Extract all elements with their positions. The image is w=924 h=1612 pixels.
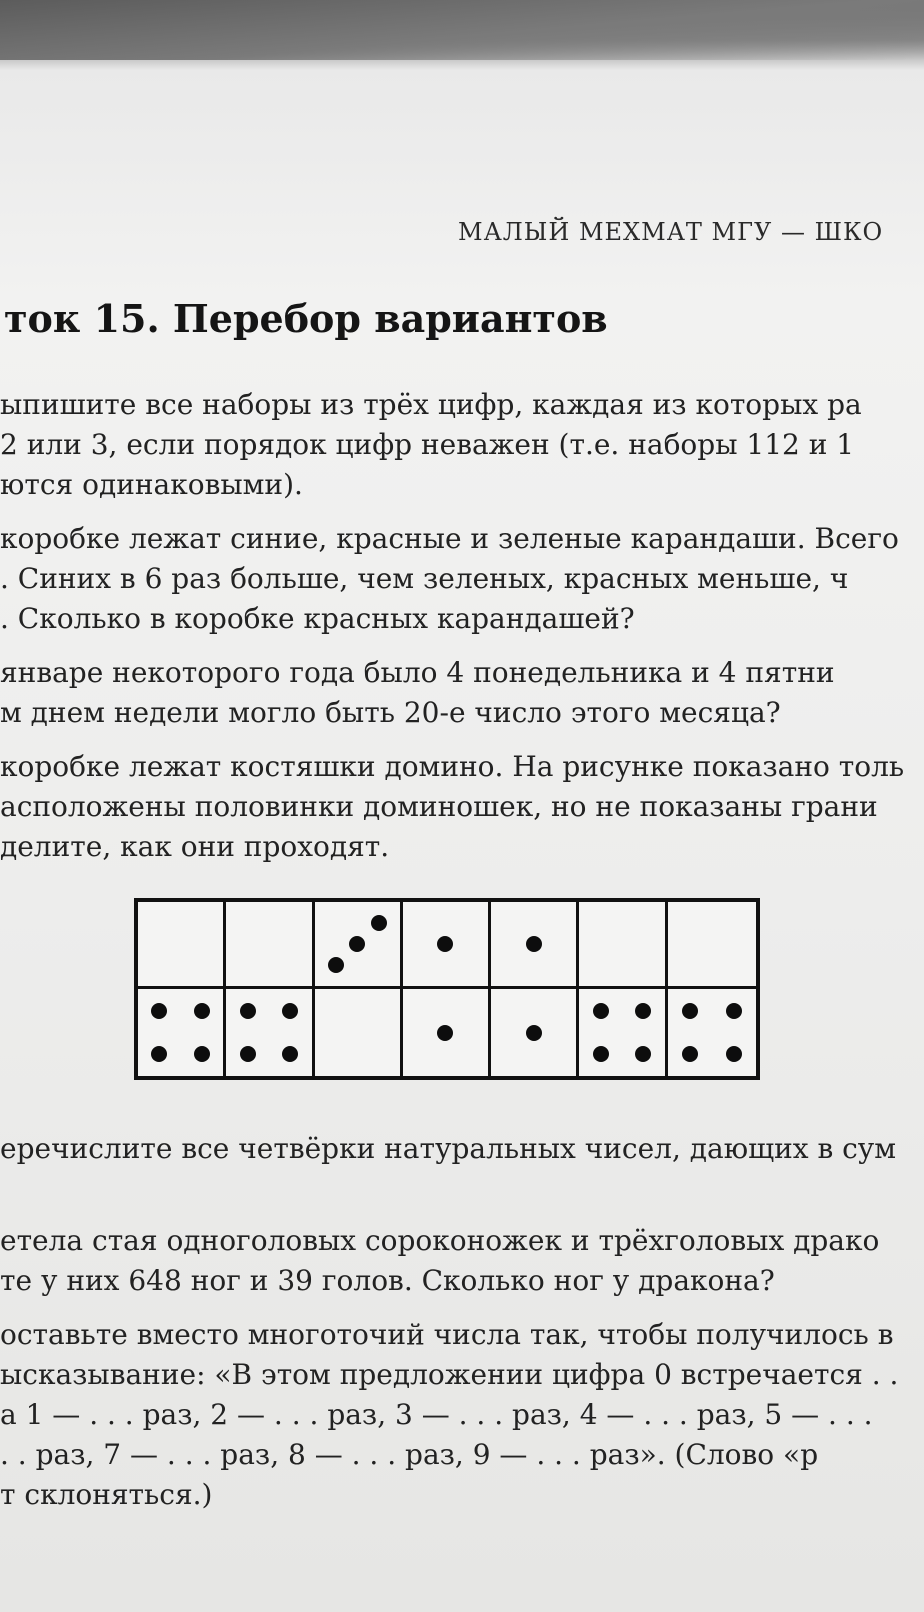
text-line-1: ыпишите все наборы из трёх цифр, каждая из которых ра	[0, 388, 862, 421]
domino-pip	[282, 1046, 298, 1062]
domino-pip	[437, 1025, 453, 1041]
domino-grid	[134, 898, 760, 1080]
domino-pip	[526, 1025, 542, 1041]
domino-pip	[371, 915, 387, 931]
domino-pip	[194, 1046, 210, 1062]
domino-cell	[491, 989, 579, 1076]
domino-pip	[726, 1003, 742, 1019]
domino-cell	[403, 989, 491, 1076]
domino-cell	[138, 902, 226, 989]
domino-cell	[226, 902, 314, 989]
domino-cell	[138, 989, 226, 1076]
page-edge-shadow	[0, 0, 924, 60]
domino-pip	[240, 1003, 256, 1019]
text-line-16: ысказывание: «В этом предложении цифра 0 встречается . .	[0, 1358, 899, 1391]
text-line-14: те у них 648 ног и 39 голов. Сколько ног у дракона?	[0, 1264, 775, 1297]
domino-cell	[668, 989, 756, 1076]
domino-pip	[240, 1046, 256, 1062]
text-line-13: етела стая одноголовых сороконожек и трёхголовых драко	[0, 1224, 880, 1257]
domino-pip	[194, 1003, 210, 1019]
domino-cell	[491, 902, 579, 989]
domino-pip	[151, 1046, 167, 1062]
text-line-10: асположены половинки доминошек, но не показаны грани	[0, 790, 878, 823]
text-line-19: т склоняться.)	[0, 1478, 213, 1511]
running-header: МАЛЫЙ МЕХМАТ МГУ — ШКО	[458, 218, 884, 246]
domino-pip	[593, 1046, 609, 1062]
text-line-6: . Сколько в коробке красных карандашей?	[0, 602, 635, 635]
domino-cell	[668, 902, 756, 989]
domino-pip	[526, 936, 542, 952]
text-line-7: январе некоторого года было 4 понедельника и 4 пятни	[0, 656, 835, 689]
domino-cell	[315, 989, 403, 1076]
domino-pip	[682, 1046, 698, 1062]
domino-pip	[282, 1003, 298, 1019]
domino-pip	[593, 1003, 609, 1019]
domino-cell	[315, 902, 403, 989]
domino-pip	[682, 1003, 698, 1019]
domino-pip	[635, 1046, 651, 1062]
text-line-8: м днем недели могло быть 20-е число этого месяца?	[0, 696, 781, 729]
text-line-4: коробке лежат синие, красные и зеленые карандаши. Всего	[0, 522, 899, 555]
text-line-11: делите, как они проходят.	[0, 830, 390, 863]
domino-cell	[579, 989, 667, 1076]
text-line-15: оставьте вместо многоточий числа так, чтобы получилось в	[0, 1318, 894, 1351]
domino-pip	[635, 1003, 651, 1019]
page-title: ток 15. Перебор вариантов	[4, 296, 608, 341]
text-line-12: еречислите все четвёрки натуральных чисел, дающих в сум	[0, 1132, 897, 1165]
domino-pip	[726, 1046, 742, 1062]
text-line-9: коробке лежат костяшки домино. На рисунке показано толь	[0, 750, 905, 783]
text-line-5: . Синих в 6 раз больше, чем зеленых, красных меньше, ч	[0, 562, 849, 595]
text-line-18: . . раз, 7 — . . . раз, 8 — . . . раз, 9 — . . . раз». (Слово «р	[0, 1438, 819, 1471]
domino-cell	[226, 989, 314, 1076]
domino-cell	[579, 902, 667, 989]
text-line-17: а 1 — . . . раз, 2 — . . . раз, 3 — . . . раз, 4 — . . . раз, 5 — . . .	[0, 1398, 873, 1431]
domino-pip	[328, 957, 344, 973]
domino-pip	[437, 936, 453, 952]
domino-cell	[403, 902, 491, 989]
domino-pip	[151, 1003, 167, 1019]
domino-pip	[349, 936, 365, 952]
text-line-2: 2 или 3, если порядок цифр неважен (т.е. наборы 112 и 1	[0, 428, 855, 461]
text-line-3: ются одинаковыми).	[0, 468, 303, 501]
